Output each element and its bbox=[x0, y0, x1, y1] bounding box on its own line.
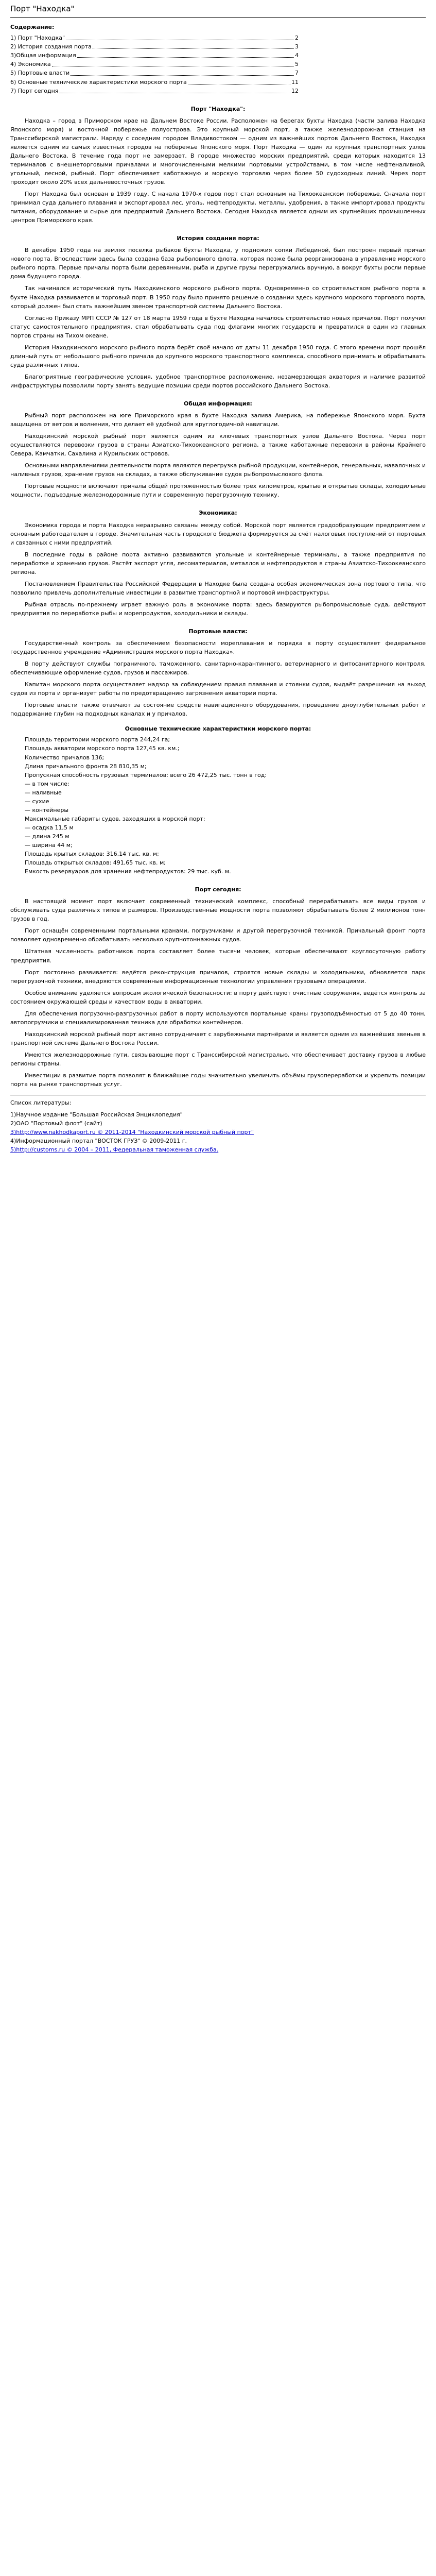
section-history bbox=[10, 234, 426, 390]
toc-item-label: 3)Общая информация bbox=[10, 52, 76, 59]
paragraph: Капитан морского порта осуществляет надзор за соблюдением правил плавания и стоянки судов, выдаёт разрешения на выход судов из порта и организует работы по предотвращению загрязнения акватории порта. bbox=[10, 681, 426, 697]
toc-item[interactable] bbox=[10, 87, 299, 95]
spec-line: Площадь акватории морского порта 127,45 кв. км.; bbox=[25, 745, 180, 752]
spec-line: — в том числе: bbox=[25, 780, 69, 787]
section-economy bbox=[10, 509, 426, 618]
toc-item[interactable] bbox=[10, 69, 299, 77]
source-link[interactable]: 3)http://www.nakhodkaport.ru © 2011-2014 "Находкинский морской рыбный порт" bbox=[10, 1129, 254, 1136]
paragraph: В настоящий момент порт включает современный технический комплекс, способный перерабатывать все виды грузов и обслуживать суда различных типов и размеров. Производственные мощности порта позволяют обрабатывать более 2 миллионов тонн грузов в год. bbox=[10, 898, 426, 923]
toc-item-page: 12 bbox=[291, 87, 299, 94]
paragraph: Штатная численность работников порта составляет более тысячи человек, которые обеспечивают круглосуточную работу предприятия. bbox=[10, 948, 426, 964]
toc-list bbox=[10, 33, 426, 95]
source-line: 1)Научное издание "Большая Российская Энциклопедия" bbox=[10, 1111, 183, 1118]
paragraph: Находкинский морской рыбный порт является одним из ключевых транспортных узлов Дальнего Востока. Через порт осуществляются перевозки грузов в страны Азиатско-Тихоокеанского региона, а также каботажные перевозки в районы Крайнего Севера, Камчатки, Сахалина и Курильских островов. bbox=[10, 433, 426, 457]
toc-item[interactable] bbox=[10, 78, 299, 87]
specs-list bbox=[10, 735, 426, 876]
paragraph: Порт Находка был основан в 1939 году. С начала 1970-х годов порт стал основным на Тихоокеанском побережье. Сначала порт принимал суда дальнего плавания и экспортировал лес, уголь, нефтепродукты, металлы, удобрения, а также импортировал продукты питания, оборудование и сырье для предприятий Дальнего Востока. Сегодня Находка является одним из крупнейших промышленных центров Приморского края. bbox=[10, 191, 426, 224]
sources bbox=[10, 1098, 426, 1154]
paragraph: Экономика города и порта Находка неразрывно связаны между собой. Морской порт является градообразующим предприятием и основным работодателем в городе. Значительная часть городского бюджета формируется за счёт налоговых поступлений от портовых и связанных с ними предприятий. bbox=[10, 521, 426, 546]
paragraph: Порт постоянно развивается: ведётся реконструкция причалов, строятся новые склады и холодильники, обновляется парк перегрузочной техники, внедряются современные информационные технологии управления грузовыми операциями. bbox=[10, 969, 426, 985]
paragraph: Государственный контроль за обеспечением безопасности мореплавания и порядка в порту осуществляет федеральное государственное учреждение «Администрация морского порта Находка». bbox=[10, 640, 426, 656]
toc-item[interactable] bbox=[10, 51, 299, 60]
section-info bbox=[10, 399, 426, 499]
source-link[interactable]: 5)http://customs.ru © 2004 – 2011, Федеральная таможенная служба. bbox=[10, 1146, 219, 1154]
section-body-port bbox=[10, 116, 426, 225]
spec-line: Максимальные габариты судов, заходящих в морской порт: bbox=[25, 815, 205, 822]
toc-item-page: 2 bbox=[295, 35, 299, 42]
section-body-history bbox=[10, 246, 426, 390]
section-port bbox=[10, 105, 426, 225]
table-of-contents bbox=[10, 23, 426, 95]
section-body-info bbox=[10, 411, 426, 499]
spec-line: Емкость резервуаров для хранения нефтепродуктов: 29 тыс. куб. м. bbox=[25, 868, 231, 875]
source-line: 4)Информационный портал "ВОСТОК ГРУЗ" © 2009-2011 г. bbox=[10, 1138, 187, 1145]
spec-line: Пропускная способность грузовых терминалов: всего 26 472,25 тыс. тонн в год: bbox=[25, 771, 267, 778]
toc-item-page: 3 bbox=[295, 43, 299, 50]
paragraph: Так начинался исторический путь Находкинского морского рыбного порта. Одновременно со строительством рыбного порта в бухте Находка развивается и торговый порт. В 1950 году было принято решение о создании здесь крупного морского торгового порта, который должен был стать важнейшим звеном транспортной системы Дальнего Востока. bbox=[10, 285, 426, 310]
spec-line: — ширина 44 м; bbox=[25, 842, 73, 849]
spec-line: Площадь открытых складов: 491,65 тыс. кв. м; bbox=[25, 859, 166, 867]
paragraph: Инвестиции в развитие порта позволят в ближайшие годы значительно увеличить объёмы грузопереработки и укрепить позиции порта на рынке транспортных услуг. bbox=[10, 1072, 426, 1088]
toc-item-page: 11 bbox=[291, 78, 299, 86]
page-title: Порт "Находка" bbox=[10, 3, 426, 18]
toc-item-label: 5) Портовые власти bbox=[10, 70, 70, 77]
spec-line: — длина 245 м bbox=[25, 833, 69, 840]
spec-line: — контейнеры bbox=[25, 806, 69, 814]
paragraph: Особое внимание уделяется вопросам экологической безопасности: в порту действуют очистные сооружения, ведётся контроль за состоянием окружающей среды и качеством воды в акватории. bbox=[10, 989, 426, 1005]
toc-heading: Содержание: bbox=[10, 24, 55, 31]
spec-line: Площадь территории морского порта 244,24 га; bbox=[25, 736, 170, 743]
document-page bbox=[0, 0, 436, 1161]
section-title-history: История создания порта: bbox=[177, 235, 259, 242]
paragraph: Имеются железнодорожные пути, связывающие порт с Транссибирской магистралью, что обеспечивает доставку грузов в любые регионы страны. bbox=[10, 1051, 426, 1067]
toc-item[interactable] bbox=[10, 60, 299, 69]
sources-title: Список литературы: bbox=[10, 1099, 72, 1107]
toc-item[interactable] bbox=[10, 42, 299, 51]
source-line: 2)ОАО "Портовый флот" (сайт) bbox=[10, 1120, 102, 1127]
paragraph: Благоприятные географические условия, удобное транспортное расположение, незамерзающая акватория и наличие развитой инфраструктуры позволили порту занять ведущие позиции среди портов российского Дальнего Востока. bbox=[10, 373, 426, 389]
spec-line: — сухие bbox=[25, 798, 49, 805]
toc-item-label: 1) Порт "Находка" bbox=[10, 35, 65, 42]
section-title-info: Общая информация: bbox=[184, 400, 252, 407]
paragraph: Основными направлениями деятельности порта являются перегрузка рыбной продукции, контейнеров, генеральных, навалочных и наливных грузов, хранение грузов на складах, а также обслуживание судов рыбопромыслового флота. bbox=[10, 462, 426, 478]
section-title-authorities: Портовые власти: bbox=[188, 628, 248, 635]
paragraph: В последние годы в районе порта активно развиваются угольные и контейнерные терминалы, а также предприятия по переработке и хранению грузов. Растёт экспорт угля, лесоматериалов, металлов и нефтепродуктов в страны Азиатско-Тихоокеанского региона. bbox=[10, 551, 426, 575]
spec-line: — осадка 11,5 м bbox=[25, 824, 74, 831]
section-authorities bbox=[10, 627, 426, 876]
toc-item-label: 4) Экономика bbox=[10, 61, 51, 68]
section-body-authorities bbox=[10, 639, 426, 718]
paragraph: Для обеспечения погрузочно-разгрузочных работ в порту используются портальные краны грузоподъёмностью от 5 до 40 тонн, автопогрузчики и специализированная техника для обработки контейнеров. bbox=[10, 1010, 426, 1026]
paragraph: История Находкинского морского рыбного порта берёт своё начало от даты 11 декабря 1950 года. С этого времени порт прошёл длинный путь от небольшого рыбного причала до крупного морского транспортного комплекса, способного принимать и обрабатывать суда различных типов. bbox=[10, 344, 426, 368]
toc-item-page: 7 bbox=[295, 70, 299, 77]
toc-item-label: 7) Порт сегодня bbox=[10, 87, 59, 94]
spec-line: — наливные bbox=[25, 789, 62, 796]
toc-item-page: 4 bbox=[295, 52, 299, 59]
paragraph: Портовые власти также отвечают за состояние средств навигационного оборудования, проведение дноуглубительных работ и поддержание глубин на подходных каналах и у причалов. bbox=[10, 702, 426, 718]
paragraph: Порт оснащён современными портальными кранами, погрузчиками и другой перегрузочной техникой. Причальный фронт порта позволяет одновременно обрабатывать несколько крупнотоннажных судов. bbox=[10, 927, 426, 943]
paragraph: Согласно Приказу МРП СССР № 127 от 18 марта 1959 года в бухте Находка началось строительство новых причалов. Порт получил статус самостоятельного предприятия, стал обрабатывать суда под флагами многих государств и превратился в один из главных портов страны на Тихом океане. bbox=[10, 314, 426, 339]
section-today bbox=[10, 885, 426, 1089]
toc-item-label: 6) Основные технические характеристики морского порта bbox=[10, 78, 187, 86]
paragraph: В порту действуют службы пограничного, таможенного, санитарно-карантинного, ветеринарного и фитосанитарного контроля, обеспечивающие оформление судов, грузов и пассажиров. bbox=[10, 660, 426, 676]
paragraph: В декабре 1950 года на землях поселка рыбаков бухты Находка, у подножия сопки Лебединой, был построен первый причал нового порта. Впоследствии здесь была создана база рыболовного флота, которая позже была реорганизована в управление морского рыбного порта. Первые причалы порта были деревянными, рыба и другие грузы перегружались вручную, а вокруг бухты росли первые дома будущего города. bbox=[10, 247, 426, 280]
specs-title: Основные технические характеристики морского порта: bbox=[125, 725, 311, 733]
section-body-economy bbox=[10, 521, 426, 618]
paragraph: Рыбная отрасль по-прежнему играет важную роль в экономике порта: здесь базируются рыбопромысловые суда, действуют предприятия по переработке рыбы и морепродуктов, холодильники и склады. bbox=[10, 601, 426, 617]
spec-line: Количество причалов 136; bbox=[25, 754, 104, 761]
section-title-economy: Экономика: bbox=[199, 510, 237, 517]
toc-item[interactable] bbox=[10, 33, 299, 42]
spec-line: Длина причального фронта 28 810,35 м; bbox=[25, 762, 147, 770]
toc-item-page: 5 bbox=[295, 61, 299, 68]
section-title-port: Порт "Находка": bbox=[190, 105, 246, 112]
toc-dots bbox=[77, 57, 294, 58]
paragraph: Находкинский морской рыбный порт активно сотрудничает с зарубежными партнёрами и является одним из важнейших звеньев в транспортной системе Дальнего Востока России. bbox=[10, 1030, 426, 1046]
spec-line: Площадь крытых складов: 316,14 тыс. кв. м; bbox=[25, 851, 159, 858]
paragraph: Рыбный порт расположен на юге Приморского края в бухте Находка залива Америка, на побережье Японского моря. Бухта защищена от ветров и волнения, что делает её удобной для круглогодичной навигации. bbox=[10, 412, 426, 428]
section-body-today bbox=[10, 897, 426, 1089]
paragraph: Находка – город в Приморском крае на Дальнем Востоке России. Расположен на берегах бухты Находка (части залива Находка Японского моря) и восточной побережье полуострова. Это крупный морской порт, а также железнодорожная станция на Транссибирской магистрали. Наряду с соседним городом Владивостоком — одним из важнейших портов Дальнего Востока, Находка является одним из самых известных городов на побережье Японского моря. Порт Находка — один из крупных транспортных узлов Дальнего Востока. В течение года порт не замерзает. В городе множество морских предприятий, среди которых находится 13 терминалов с внешнеторговыми причалами и многочисленными мелкими портовыми устройствами, в том числе нефтеналивной, угольный, лесной, рыбный. Порт обеспечивает каботажную и морскую торговлю через более 50 судоходных линий. Через порт проходит около 20% всех дальневосточных грузов. bbox=[10, 117, 426, 185]
toc-dots bbox=[93, 48, 294, 49]
paragraph: Постановлением Правительства Российской Федерации в Находке была создана особая экономическая зона портового типа, что позволило привлечь дополнительные инвестиции в развитие транспортной и портовой инфраструктуры. bbox=[10, 580, 426, 596]
sources-list bbox=[10, 1110, 426, 1154]
section-title-today: Порт сегодня: bbox=[195, 886, 241, 893]
paragraph: Портовые мощности включают причалы общей протяжённостью более трёх километров, крытые и открытые склады, холодильные мощности, подъездные железнодорожные пути и современную перегрузочную технику. bbox=[10, 483, 426, 499]
toc-item-label: 2) История создания порта bbox=[10, 43, 92, 50]
toc-dots bbox=[71, 75, 294, 76]
